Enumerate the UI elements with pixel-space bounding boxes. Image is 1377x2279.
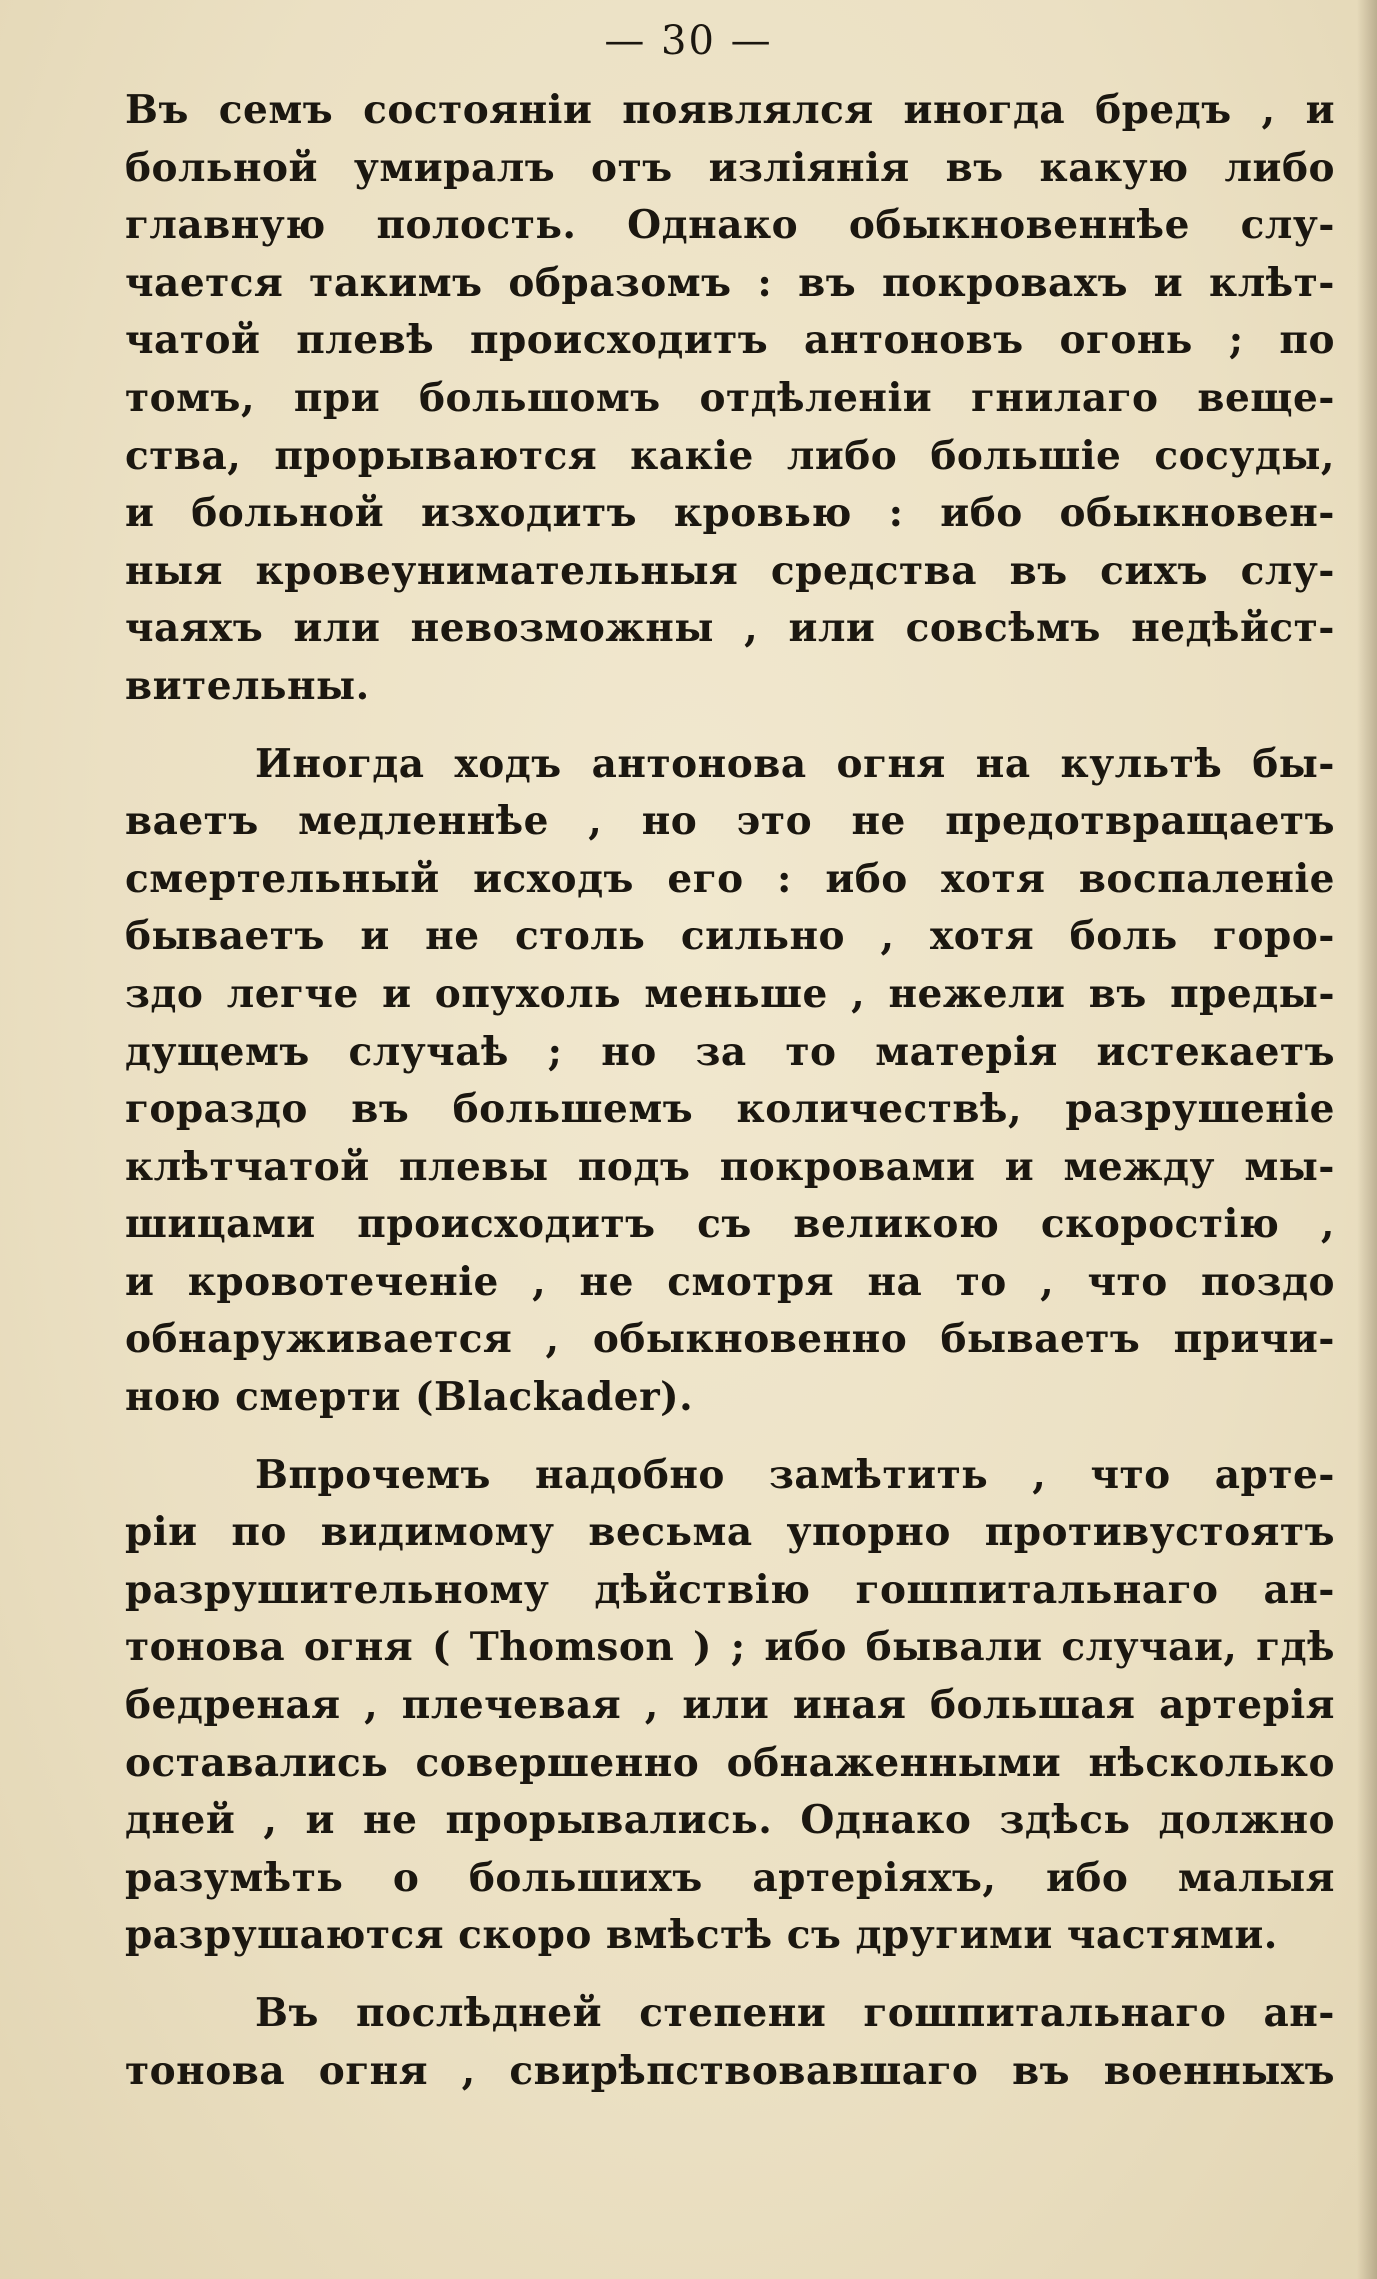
text-line: больной умиралъ отъ изліянія въ какую либо bbox=[125, 144, 1335, 191]
paragraph-2 bbox=[125, 736, 1335, 1427]
text-line: шицами происходитъ съ великою скоростію , bbox=[125, 1201, 1335, 1248]
text-line: Въ послѣдней степени гошпитальнаго ан- bbox=[255, 1990, 1335, 2036]
paragraph-1 bbox=[125, 82, 1335, 716]
text-line: бедреная , плечевая , или иная большая артерія bbox=[125, 1682, 1335, 1729]
text-line: чается такимъ образомъ : въ покровахъ и клѣт- bbox=[125, 259, 1335, 306]
text-line: главную полость. Однако обыкновеннѣе слу- bbox=[125, 202, 1335, 249]
text-body bbox=[125, 82, 1335, 2100]
text-line: вительны. bbox=[125, 662, 370, 709]
text-line: разрушаются скоро вмѣстѣ съ другими частями. bbox=[125, 1912, 1278, 1959]
text-line: дущемъ случаѣ ; но за то матерія истекаетъ bbox=[125, 1028, 1335, 1075]
text-line: ства, прорываются какіе либо большіе сосуды, bbox=[125, 432, 1335, 479]
paragraph-4 bbox=[125, 1985, 1335, 2100]
text-line: Иногда ходъ антонова огня на культѣ бы- bbox=[255, 740, 1335, 787]
text-line: тонова огня , свирѣпствовавшаго въ военныхъ bbox=[125, 2047, 1335, 2094]
text-line: томъ, при большомъ отдѣленіи гнилаго веще- bbox=[125, 374, 1335, 421]
text-line: разумѣть о большихъ артеріяхъ, ибо малыя bbox=[125, 1854, 1335, 1901]
text-line: тонова огня ( Thomson ) ; ибо бывали случаи, гдѣ bbox=[125, 1624, 1335, 1671]
text-line: смертельный исходъ его : ибо хотя воспаленіе bbox=[125, 855, 1335, 902]
text-line: чаяхъ или невозможны , или совсѣмъ недѣйст- bbox=[125, 605, 1335, 652]
text-line: ною смерти (Blackader). bbox=[125, 1374, 694, 1421]
text-line: обнаруживается , обыкновенно бываетъ причи- bbox=[125, 1316, 1335, 1363]
text-line: и кровотеченіе , не смотря на то , что поздо bbox=[125, 1258, 1335, 1305]
text-line: разрушительному дѣйствію гошпитальнаго ан- bbox=[125, 1566, 1335, 1613]
text-line: здо легче и опухоль меньше , нежели въ преды- bbox=[125, 970, 1335, 1017]
text-line: бываетъ и не столь сильно , хотя боль горо- bbox=[125, 913, 1335, 960]
text-line: клѣтчатой плевы подъ покровами и между мы- bbox=[125, 1143, 1335, 1190]
text-line: ныя кровеунимательныя средства въ сихъ слу- bbox=[125, 547, 1335, 594]
text-line: чатой плевѣ происходитъ антоновъ огонь ; по bbox=[125, 317, 1335, 364]
text-line: Въ семъ состояніи появлялся иногда бредъ , и bbox=[125, 87, 1335, 133]
text-line: Впрочемъ надобно замѣтить , что арте- bbox=[255, 1451, 1335, 1498]
paragraph-3 bbox=[125, 1447, 1335, 1965]
text-line: ріи по видимому весьма упорно противустоятъ bbox=[125, 1509, 1335, 1556]
text-line: оставались совершенно обнаженными нѣсколько bbox=[125, 1739, 1335, 1786]
page-number: — 30 — bbox=[604, 18, 773, 64]
text-line: гораздо въ большемъ количествѣ, разрушеніе bbox=[125, 1086, 1335, 1133]
text-line: ваетъ медленнѣе , но это не предотвращаетъ bbox=[125, 798, 1335, 845]
text-line: и больной изходитъ кровью : ибо обыкновен- bbox=[125, 490, 1335, 537]
text-line: дней , и не прорывались. Однако здѣсь должно bbox=[125, 1797, 1335, 1844]
